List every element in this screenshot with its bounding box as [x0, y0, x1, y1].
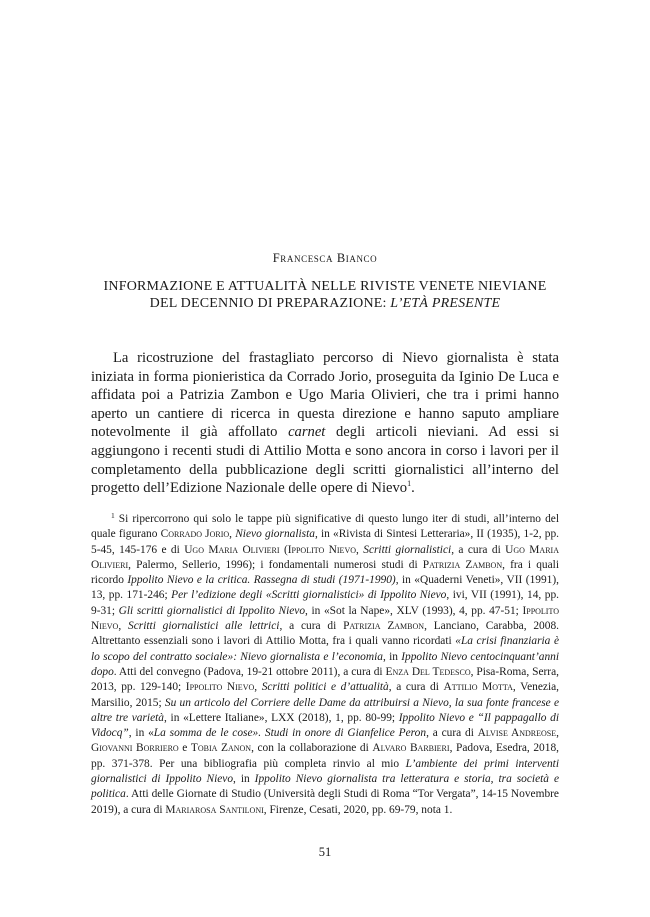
- footnote-text: , Lanciano, Carabba, 2008. Altrettanto essenziali sono i lavori di Attilio Motta, fra i quali vanno ricordati: [91, 620, 559, 648]
- author-name: Francesca Bianco: [272, 251, 378, 265]
- footnote-work-title: Ippolito Nievo e la critica. Rassegna di studi (1971-1990): [127, 574, 396, 587]
- footnote-text: , Pisa-Roma, Serra, 2013, pp. 129-140;: [91, 665, 559, 694]
- footnote-text: , in «Sot la Nape», XLV (1993), 4, pp. 47-51;: [305, 604, 523, 617]
- footnote-text: e: [178, 742, 191, 755]
- footnote-author-name: Alvaro Barbieri: [372, 742, 450, 755]
- footnote-text: , con la collaborazione di: [251, 742, 373, 755]
- footnote-author-name: Corrado Jorio: [160, 528, 230, 541]
- page-number: 51: [318, 845, 332, 859]
- footnote-work-title: «La crisi finanziaria è lo scopo del contratto sociale»: Nievo giornalista e l’economia: [91, 635, 559, 663]
- footnote-text: ,: [356, 543, 364, 556]
- footnote-text: , fra i quali ricordo: [91, 558, 559, 587]
- footnote-author-name: Tobia Zanon: [190, 742, 252, 755]
- footnote-text: , Venezia, Marsilio, 2015;: [91, 681, 560, 709]
- footnote-text: ,: [229, 528, 236, 541]
- footnote-author-name: Ugo Maria Olivieri: [184, 543, 280, 556]
- footnote-text: ,: [254, 681, 262, 694]
- article-title: [80, 278, 570, 312]
- footnote-text: , in «Rivista di Sintesi Letteraria», II (1935), 1-2, pp. 5-45, 145-176 e di: [91, 528, 559, 556]
- footnote-work-title: Ippolito Nievo giornalista tra letteratura e storia, tra società e politica: [91, 773, 559, 801]
- footnote-author-name: Ippolito Nievo: [185, 681, 255, 694]
- title-line-1: INFORMAZIONE E ATTUALITÀ NELLE RIVISTE VENETE NIEVIANE: [103, 279, 547, 294]
- footnote-number: 1: [111, 511, 115, 520]
- footnote-author-name: Enza Del Tedesco: [385, 665, 471, 678]
- footnote-work-title: Su un articolo del Corriere delle Dame da attribuirsi a Nievo, la sua fonte francese e altre tre varietà: [91, 696, 560, 724]
- footnote-author-name: Attilio Motta: [443, 681, 513, 694]
- footnote-text: , Firenze, Cesati, 2020, pp. 69-79, nota 1.: [263, 803, 453, 816]
- footnote-text: , ivi, VII (1991), 14, pp. 9-31;: [91, 589, 559, 617]
- footnote-text: . Atti del convegno (Padova, 19-21 ottobre 2011), a cura di: [113, 665, 386, 678]
- footnote-author-name: Ippolito Nievo: [287, 543, 356, 556]
- footnote-work-title: Nievo giornalista: [235, 528, 315, 541]
- footnote-text: , a cura di: [388, 681, 444, 694]
- footnote-author-name: Mariarosa Santiloni: [165, 803, 264, 816]
- footnote-work-title: Scritti giornalistici: [363, 543, 452, 556]
- footnote-text: (: [279, 543, 288, 556]
- footnote-work-title: Ippolito Nievo centocinquant’anni dopo: [91, 650, 560, 678]
- footnote-work-title: Scritti giornalistici alle lettrici: [128, 620, 280, 633]
- footnote-work-title: Ippolito Nievo e “Il pappagallo di Vidocq”: [91, 711, 559, 740]
- footnote-text: . Atti delle Giornate di Studio (Università degli Studi di Roma “Tor Vergata”, 14-15 Novembre 2019), a cura di: [91, 788, 559, 816]
- body-paragraph: [91, 349, 559, 498]
- footnote-text: , in «: [128, 727, 154, 740]
- body-text-end: .: [411, 480, 415, 497]
- footnote-work-title: Per l’edizione degli «Scritti giornalistici» di Ippolito Nievo: [171, 589, 447, 602]
- title-line-2-prefix: DEL DECENNIO DI PREPARAZIONE:: [149, 296, 391, 311]
- body-text-a: La ricostruzione del frastagliato percorso di Nievo giornalista è stata iniziata in forma pionieristica da Corrado Jorio, proseguita da Iginio De Luca e affidata poi a Patrizia Zambon e Ugo Maria Olivieri, che tra i primi hanno aperto un cantiere di ricerca in questa direzione e hanno saputo ampliare notevolmente il già affollato: [91, 350, 559, 441]
- footnote-work-title: Scritti politici e d’attualità: [261, 681, 389, 694]
- footnote-work-title: Gli scritti giornalistici di Ippolito Nievo: [118, 604, 306, 617]
- footnote-text: ,: [118, 620, 129, 633]
- title-line-2-italic: L’ETÀ PRESENTE: [390, 296, 501, 311]
- footnote-text: , a cura di: [451, 543, 506, 556]
- footnote-text: , in «Lettere Italiane», LXX (2018), 1, pp. 80-99;: [163, 711, 399, 724]
- body-text-italic: carnet: [288, 424, 326, 441]
- footnote-text: , a cura di: [426, 727, 478, 740]
- body-text-b: degli articoli nieviani. Ad essi si aggiungono i recenti studi di Attilio Motta e sono ancora in corso i lavori per il completamento della pubblicazione degli scritti giornalistici all’interno del progetto dell’Edizione Nazionale delle opere di Nievo: [91, 424, 559, 497]
- footnote-text: ,: [556, 727, 559, 740]
- title-line-2: [80, 295, 570, 312]
- footnote-text: , in: [233, 773, 255, 786]
- footnote-author-name: Alvise Andreose: [477, 727, 557, 740]
- footnote-author-name: Patrizia Zambon: [422, 558, 503, 571]
- footnote-text: , in «Quaderni Veneti», VII (1991), 13, pp. 171-246;: [91, 574, 559, 602]
- footnote-author-name: Ippolito Nievo: [91, 604, 559, 633]
- footnote-text: , in: [382, 650, 402, 663]
- footnote: [91, 512, 559, 818]
- footnote-text: Si ripercorrono qui solo le tappe più significative di questo lungo iter di studi, all’interno del quale figurano: [91, 513, 559, 541]
- footnote-author-name: Ugo Maria Olivieri: [91, 543, 559, 571]
- footnote-text: , Padova, Esedra, 2018, pp. 371-378. Per una bibliografia più completa rinvio al mio: [91, 742, 559, 770]
- footnote-reference: 1: [407, 479, 412, 489]
- footnote-author-name: Giovanni Borriero: [91, 742, 179, 755]
- footnote-work-title: L’ambiente dei primi interventi giornalistici di Ippolito Nievo: [91, 757, 559, 786]
- footnote-text: , Palermo, Sellerio, 1996); i fondamentali numerosi studi di: [128, 558, 423, 571]
- footnote-work-title: La somma de le cose». Studi in onore di Gianfelice Peron: [153, 727, 427, 740]
- footnote-author-name: Patrizia Zambon: [343, 620, 425, 633]
- footnote-text: , a cura di: [279, 620, 344, 633]
